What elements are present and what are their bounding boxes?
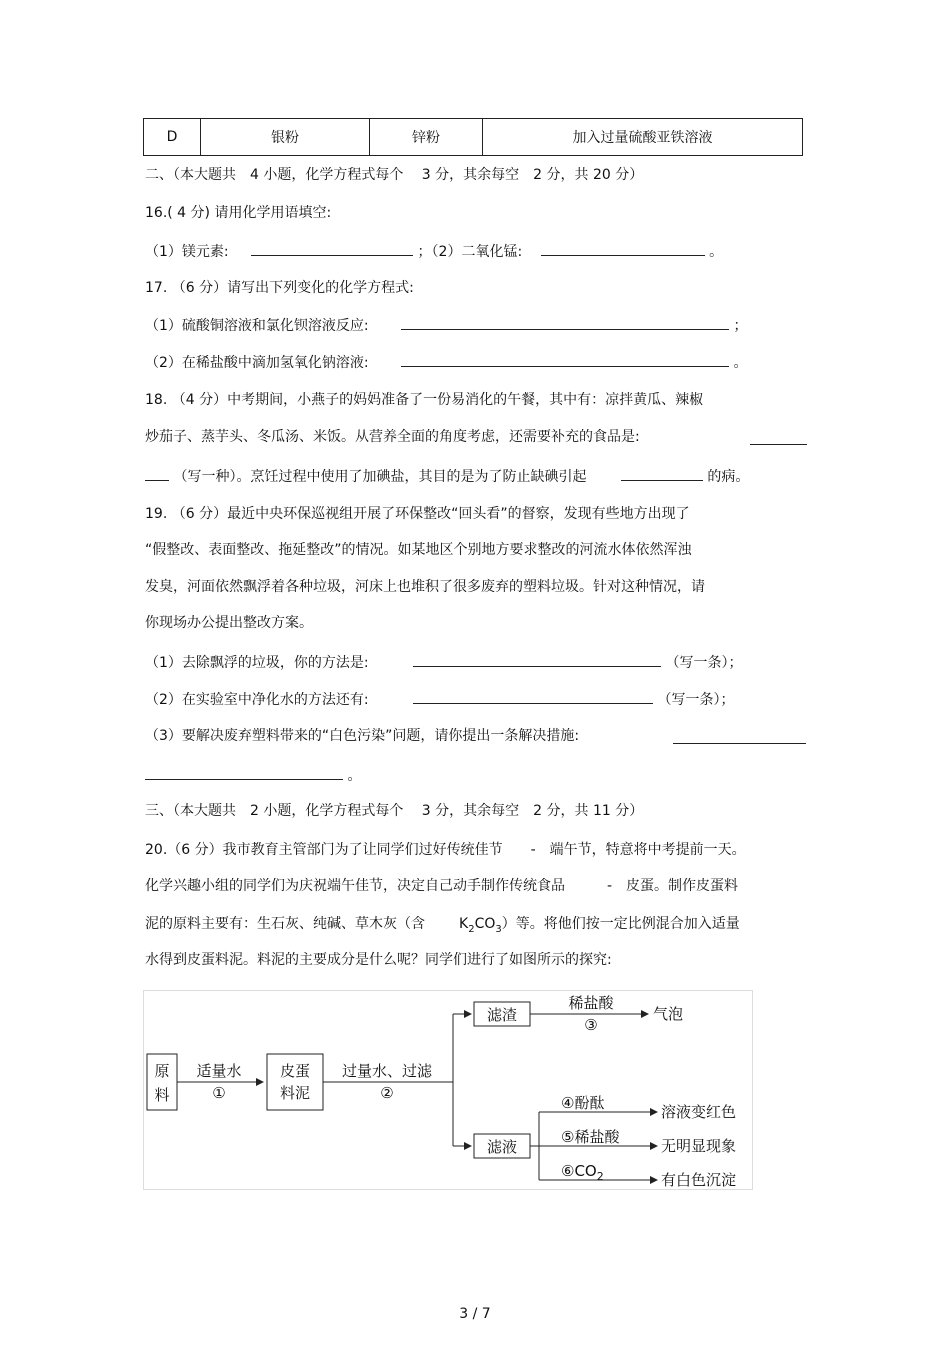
acid-number: ③ xyxy=(584,1016,598,1034)
q20-line3-text: 泥的原料主要有：生石灰、纯碱、草木灰（含 xyxy=(145,916,425,932)
section-2-heading: 二、（本大题共 4 小题，化学方程式每个 3 分，其余每空 2 分，共 20 分） xyxy=(145,167,644,183)
answer-blank[interactable] xyxy=(401,315,729,330)
answer-blank[interactable] xyxy=(145,765,343,780)
answer-blank[interactable] xyxy=(401,352,729,367)
q17-part2-end: 。 xyxy=(733,355,748,371)
q17-part1 xyxy=(145,315,748,335)
q17-part1-end: ； xyxy=(733,318,748,334)
box-text: 料泥 xyxy=(279,1084,311,1102)
result-5: 无明显现象 xyxy=(661,1137,737,1155)
q16-stem: 16.( 4 分) 请用化学用语填空: xyxy=(145,205,332,221)
q17-stem: 17. （6 分）请写出下列变化的化学方程式: xyxy=(145,280,414,296)
reagent-4: ④酚酞 xyxy=(561,1094,605,1112)
q19-part3: （3）要解决废弃塑料带来的“白色污染”问题，请你提出一条解决措施: xyxy=(145,728,580,744)
box-text: 原 xyxy=(154,1062,170,1080)
q18-line3 xyxy=(145,466,749,486)
result-4: 溶液变红色 xyxy=(661,1103,737,1121)
option-table xyxy=(143,118,803,156)
q20-line4: 水得到皮蛋料泥。料泥的主要成分是什么呢？同学们进行了如图所示的探究: xyxy=(145,952,612,968)
q19-line2: “假整改、表面整改、拖延整改”的情况。如某地区个别地方要求整改的河流水体依然浑浊 xyxy=(145,542,692,558)
step1-number: ① xyxy=(212,1084,226,1102)
answer-blank[interactable] xyxy=(251,241,413,256)
q19-part2-label: （2）在实验室中净化水的方法还有: xyxy=(145,692,369,708)
q19-line3: 发臭，河面依然飘浮着各种垃圾，河床上也堆积了很多废弃的塑料垃圾。针对这种情况，请 xyxy=(145,579,705,595)
chem-formula xyxy=(459,916,502,935)
q19-part2-end: （写一条）； xyxy=(657,692,735,708)
table-cell: 加入过量硫酸亚铁溶液 xyxy=(483,119,803,156)
answer-blank[interactable] xyxy=(673,729,806,744)
table-cell: 银粉 xyxy=(201,119,370,156)
q19-part3-end: 。 xyxy=(347,768,362,784)
q18-line1: 18. （4 分）中考期间，小燕子的妈妈准备了一份易消化的午餐，其中有：凉拌黄瓜、辣椒 xyxy=(145,392,704,408)
q18-line3-text: （写一种）。烹饪过程中使用了加碘盐，其目的是为了防止缺碘引起 xyxy=(173,469,587,485)
formula-k: K xyxy=(459,916,469,932)
answer-blank[interactable] xyxy=(541,241,705,256)
q16-part2-label: ；（2）二氧化锰: xyxy=(417,244,523,260)
step2-label: 过量水、过滤 xyxy=(341,1062,433,1080)
q16-parts xyxy=(145,241,723,261)
result-6: 有白色沉淀 xyxy=(661,1171,737,1189)
table-row xyxy=(144,119,803,156)
q18-line2: 炒茄子、蒸芋头、冬瓜汤、米饭。从营养全面的角度考虑，还需要补充的食品是: xyxy=(145,429,640,445)
answer-blank[interactable] xyxy=(750,430,807,445)
box-text: 滤渣 xyxy=(486,1006,518,1024)
q18-line3-end: 的病。 xyxy=(707,469,750,485)
page-number: 3 / 7 xyxy=(459,1306,491,1322)
q20-line2: 化学兴趣小组的同学们为庆祝端午佳节，决定自己动手制作传统食品 - 皮蛋。制作皮蛋料 xyxy=(145,878,739,894)
q19-part2 xyxy=(145,689,735,709)
answer-blank[interactable] xyxy=(621,466,703,481)
q20-line1: 20.（6 分）我市教育主管部门为了让同学们过好传统佳节 - 端午节，特意将中考提前一天。 xyxy=(145,842,746,858)
box-text: 皮蛋 xyxy=(279,1062,311,1080)
table-cell: 锌粉 xyxy=(370,119,483,156)
q19-part1-end: （写一条）； xyxy=(665,655,743,671)
reagent-5: ⑤稀盐酸 xyxy=(561,1128,620,1146)
acid-label: 稀盐酸 xyxy=(568,994,614,1012)
q19-part3-cont xyxy=(145,765,361,785)
q19-part1-label: （1）去除飘浮的垃圾，你的方法是: xyxy=(145,655,369,671)
step2-number: ② xyxy=(380,1084,394,1102)
answer-blank[interactable] xyxy=(413,689,653,704)
q19-part1 xyxy=(145,652,743,672)
formula-sub: 2 xyxy=(468,923,475,935)
answer-blank[interactable] xyxy=(413,652,661,667)
q17-part1-label: （1）硫酸铜溶液和氯化钡溶液反应: xyxy=(145,318,369,334)
answer-blank[interactable] xyxy=(145,466,169,481)
formula-co: CO xyxy=(474,916,496,932)
q17-part2-label: （2）在稀盐酸中滴加氢氧化钠溶液: xyxy=(145,355,369,371)
q19-line1: 19. （6 分）最近中央环保巡视组开展了环保整改“回头看”的督察，发现有些地方出现了 xyxy=(145,506,690,522)
q17-part2 xyxy=(145,352,748,372)
section-3-heading: 三、（本大题共 2 小题，化学方程式每个 3 分，其余每空 2 分，共 11 分） xyxy=(145,803,644,819)
q20-line3 xyxy=(145,915,740,939)
option-letter: D xyxy=(144,119,201,156)
q20-line3-end: ）等。将他们按一定比例混合加入适量 xyxy=(501,916,740,932)
experiment-flow-diagram xyxy=(143,990,753,1190)
box-text: 滤液 xyxy=(486,1138,518,1156)
reagent-6-text: ⑥CO xyxy=(561,1162,597,1180)
formula-sub: 3 xyxy=(495,923,502,935)
q16-end: 。 xyxy=(709,244,724,260)
box-text: 料 xyxy=(154,1086,170,1104)
result-bubbles: 气泡 xyxy=(653,1005,684,1023)
reagent-6-sub: 2 xyxy=(596,1170,604,1183)
step1-label: 适量水 xyxy=(196,1062,242,1080)
q19-line4: 你现场办公提出整改方案。 xyxy=(145,615,313,631)
q16-part1-label: （1）镁元素: xyxy=(145,244,229,260)
